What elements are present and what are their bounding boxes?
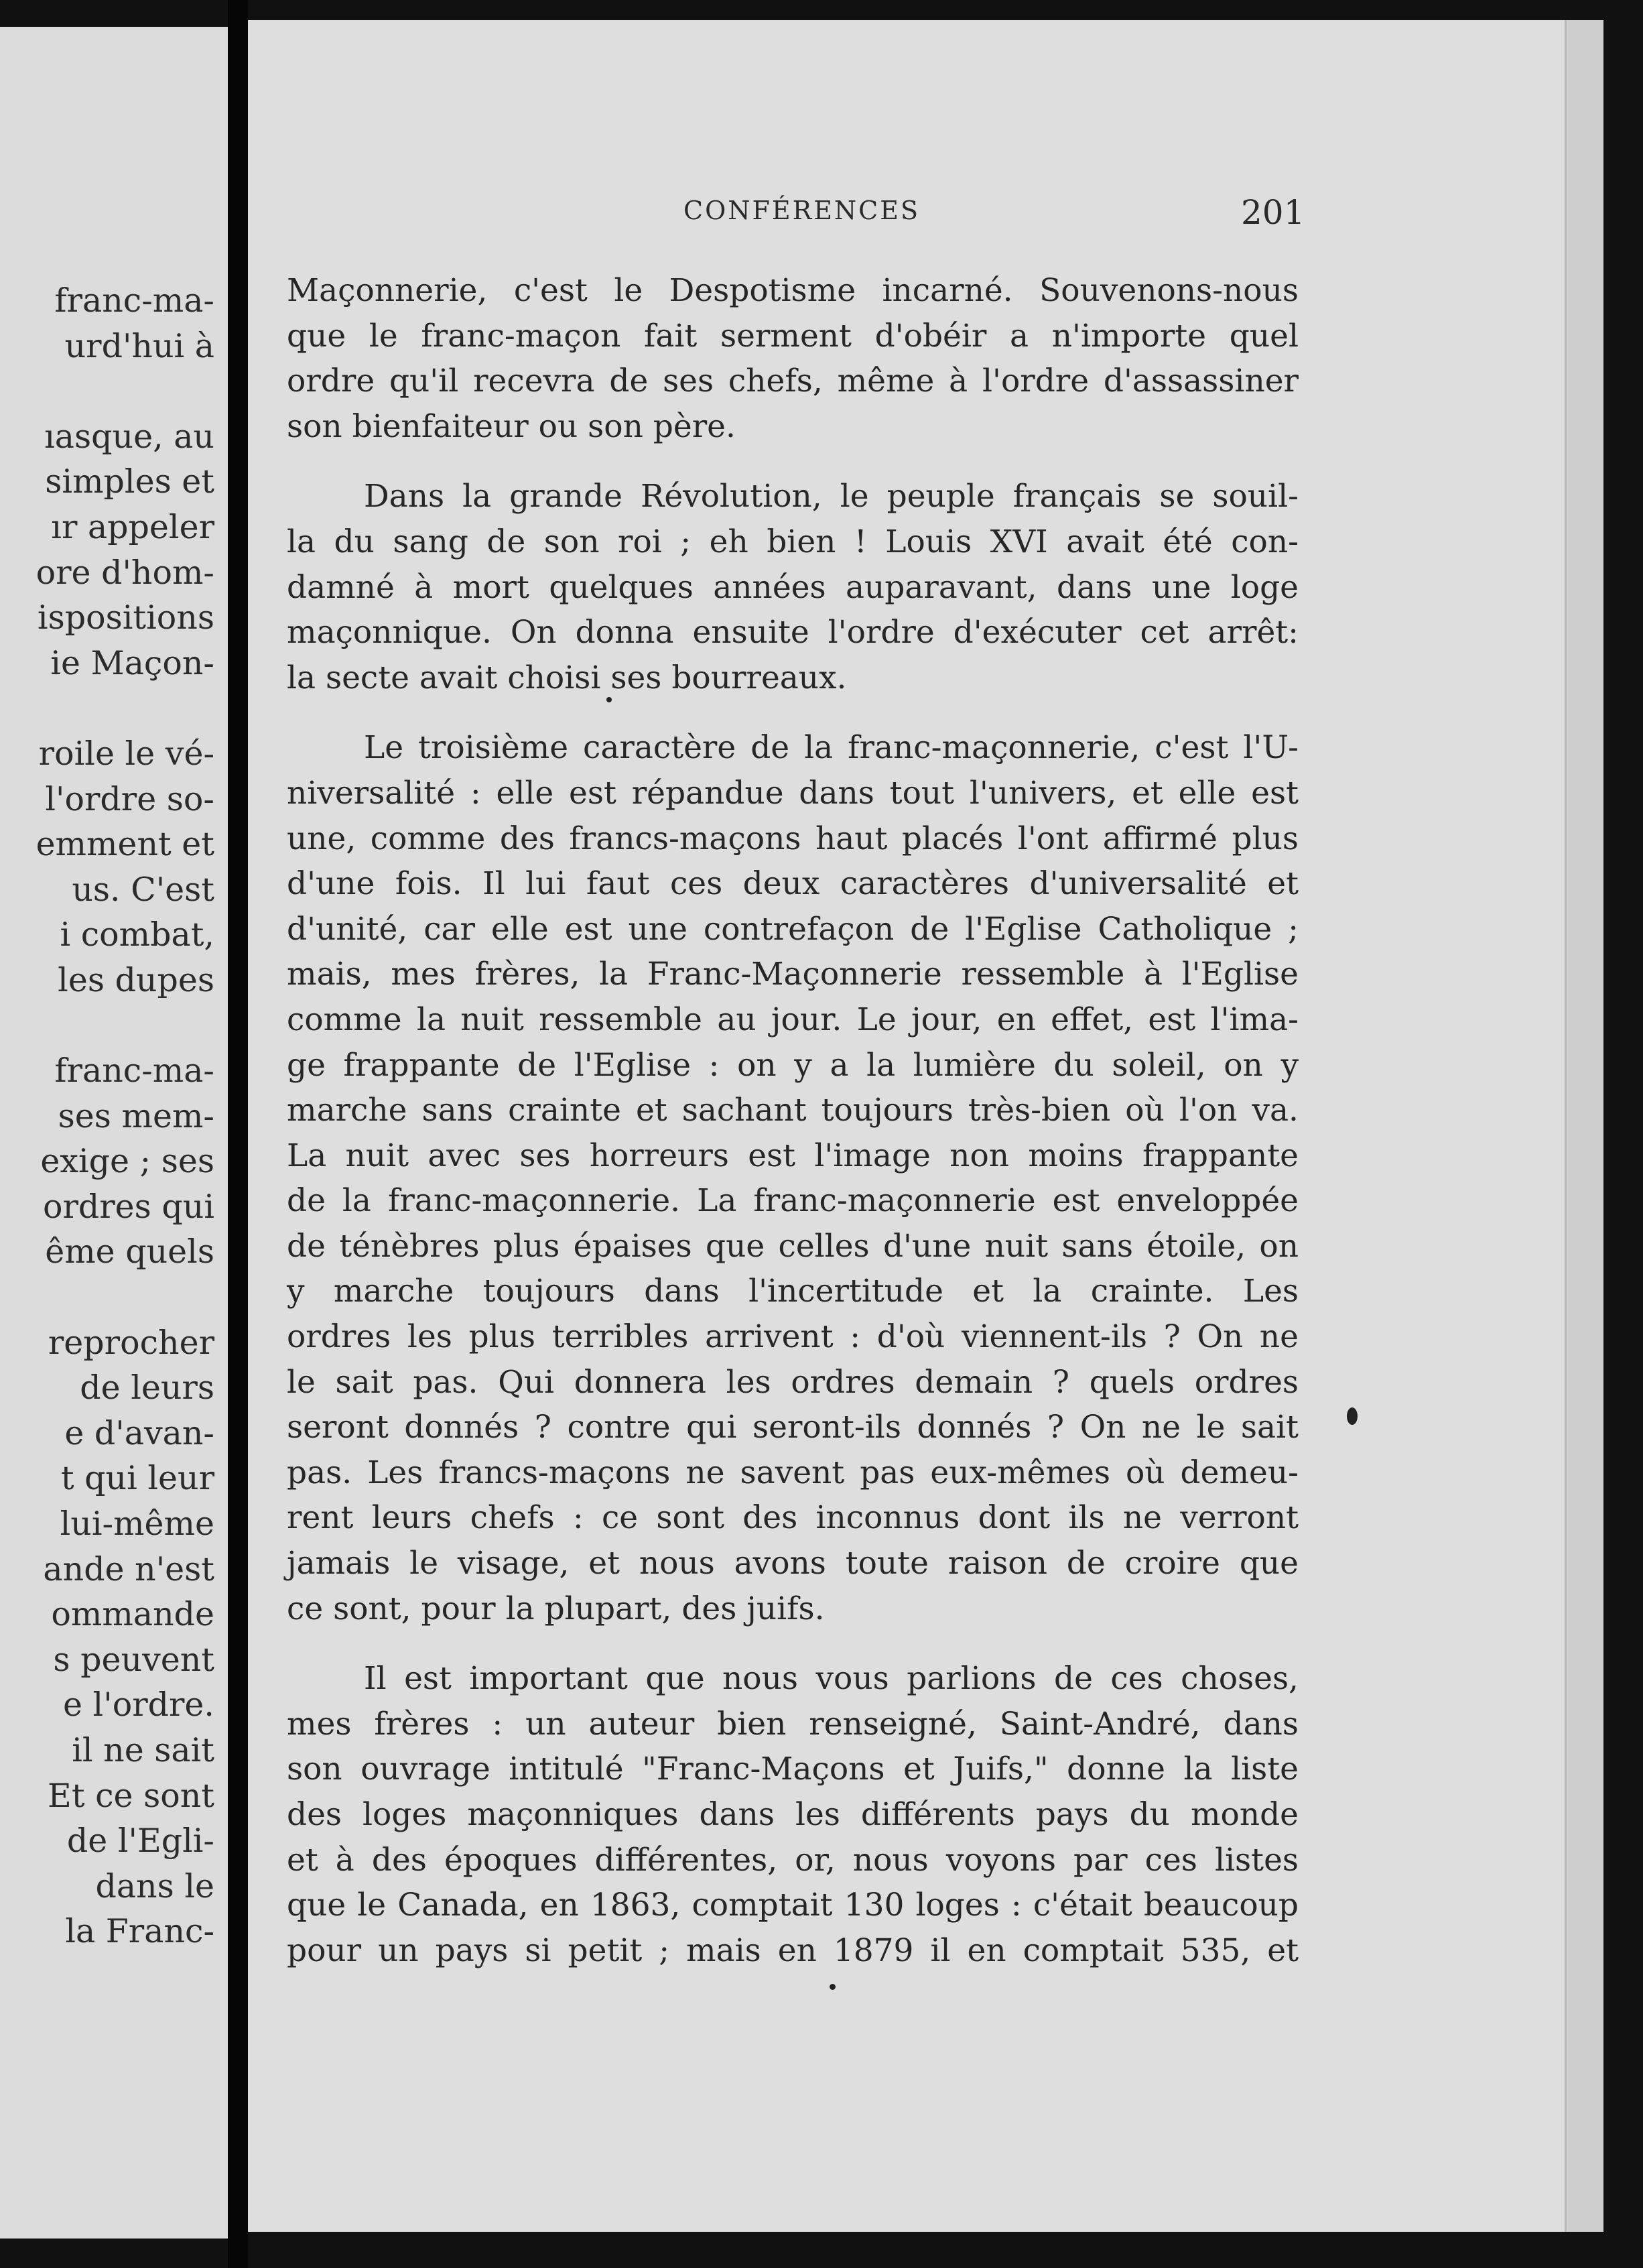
text-line: Le troisième caractère de la franc-maçonnerie, c'est l'U- <box>364 729 1299 767</box>
text-line: d'unité, car elle est une contrefaçon de l'Eglise Catholique ; <box>287 910 1299 948</box>
previous-page-line: roile le vé- <box>38 734 214 773</box>
paragraph <box>287 1656 1299 1973</box>
text-line: mes frères : un auteur bien renseigné, Saint-André, dans <box>287 1705 1299 1743</box>
previous-page-line: Et ce sont <box>48 1776 214 1815</box>
text-line: marche sans crainte et sachant toujours très-bien où l'on va. <box>287 1092 1299 1129</box>
text-line: pour un pays si petit ; mais en 1879 il en comptait 535, et <box>287 1932 1299 1969</box>
text-line: seront donnés ? contre qui seront-ils donnés ? On ne le sait <box>287 1409 1299 1446</box>
previous-page-line: ordres qui <box>42 1187 214 1226</box>
text-line: Il est important que nous vous parlions de ces choses, <box>364 1660 1299 1698</box>
text-line: rent leurs chefs : ce sont des inconnus dont ils ne verront <box>287 1499 1299 1537</box>
previous-page-line: us. C'est <box>72 870 214 909</box>
running-head: CONFÉRENCES <box>683 196 921 225</box>
previous-page-line: emment et <box>36 825 214 864</box>
text-line: y marche toujours dans l'incertitude et la crainte. Les <box>287 1273 1299 1310</box>
previous-page-line: lui-même <box>60 1505 214 1544</box>
previous-page-line: ommande <box>51 1595 214 1634</box>
text-line: ge frappante de l'Eglise : on y a la lumière du soleil, on y <box>287 1046 1299 1084</box>
previous-page-line <box>0 369 214 414</box>
text-line: mais, mes frères, la Franc-Maçonnerie ressemble à l'Eglise <box>287 956 1299 993</box>
previous-page-line: franc-ma- <box>54 281 214 320</box>
text-line: La nuit avec ses horreurs est l'image non moins frappante <box>287 1137 1299 1174</box>
previous-page-line: t qui leur <box>60 1459 214 1498</box>
previous-page-line <box>0 1275 214 1320</box>
previous-page-line: ême quels <box>45 1233 214 1271</box>
previous-page-line: franc-ma- <box>54 1052 214 1090</box>
paragraph <box>287 725 1299 1631</box>
text-line: ordre qu'il recevra de ses chefs, même à l'ordre d'assassiner <box>287 363 1299 400</box>
text-line: que le franc-maçon fait serment d'obéir a n'importe quel <box>287 317 1299 355</box>
previous-page-line <box>0 1003 214 1049</box>
text-line: que le Canada, en 1863, comptait 130 loges : c'était beaucoup <box>287 1887 1299 1924</box>
text-line: comme la nuit ressemble au jour. Le jour, en effet, est l'ima- <box>287 1001 1299 1038</box>
text-line: le sait pas. Qui donnera les ordres demain ? quels ordres <box>287 1363 1299 1401</box>
text-line: Dans la grande Révolution, le peuple français se souil- <box>364 478 1299 515</box>
page-number: 201 <box>1241 193 1305 232</box>
previous-page-line <box>0 686 214 731</box>
paragraph-gap <box>287 1631 1299 1656</box>
previous-page-line: ore d'hom- <box>36 553 214 592</box>
previous-page-line: simples et <box>45 462 214 501</box>
paragraph <box>287 474 1299 700</box>
text-line: de la franc-maçonnerie. La franc-maçonnerie est enveloppée <box>287 1182 1299 1220</box>
text-line: damné à mort quelques années auparavant, dans une loge <box>287 568 1299 606</box>
text-line: et à des époques différentes, or, nous voyons par ces listes <box>287 1841 1299 1879</box>
text-line: Maçonnerie, c'est le Despotisme incarné. Souvenons-nous <box>287 272 1299 309</box>
previous-page-fragment <box>0 27 228 2239</box>
previous-page-line: ande n'est <box>43 1550 214 1588</box>
text-line: son ouvrage intitulé "Franc-Maçons et Juifs," donne la liste <box>287 1751 1299 1788</box>
text-line: d'une fois. Il lui faut ces deux caractères d'universalité et <box>287 865 1299 903</box>
previous-page-line: i combat, <box>60 916 214 954</box>
previous-page-line: ıasque, au <box>44 417 214 456</box>
previous-page-line: ır appeler <box>51 507 214 546</box>
previous-page-line: dans le <box>95 1867 214 1905</box>
previous-page-line: il ne sait <box>72 1731 214 1769</box>
previous-page-line: ses mem- <box>58 1096 214 1135</box>
text-line: ordres les plus terribles arrivent : d'où viennent-ils ? On ne <box>287 1318 1299 1356</box>
previous-page-line: les dupes <box>58 960 214 999</box>
text-line: de ténèbres plus épaises que celles d'une nuit sans étoile, on <box>287 1227 1299 1265</box>
page-body-text <box>287 268 1299 1973</box>
previous-page-line: reprocher <box>48 1323 214 1362</box>
ink-speck <box>606 697 612 702</box>
previous-page-line: ispositions <box>37 598 214 637</box>
paragraph-gap <box>287 449 1299 474</box>
ink-speck <box>1347 1407 1358 1425</box>
previous-page-line: urd'hui à <box>64 326 214 365</box>
text-line: la du sang de son roi ; eh bien ! Louis XVI avait été con- <box>287 523 1299 560</box>
text-line: niversalité : elle est répandue dans tout l'univers, et elle est <box>287 774 1299 812</box>
text-line: jamais le visage, et nous avons toute raison de croire que <box>287 1545 1299 1582</box>
paragraph-gap <box>287 700 1299 725</box>
text-line: son bienfaiteur ou son père. <box>287 407 736 445</box>
previous-page-line: ie Maçon- <box>50 643 214 682</box>
text-line: ce sont, pour la plupart, des juifs. <box>287 1590 825 1627</box>
text-line: maçonnique. On donna ensuite l'ordre d'exécuter cet arrêt: <box>287 614 1299 651</box>
previous-page-line: e l'ordre. <box>62 1686 214 1724</box>
previous-page-line: la Franc- <box>65 1912 214 1951</box>
paragraph <box>287 268 1299 449</box>
text-line: des loges maçonniques dans les différents pays du monde <box>287 1796 1299 1833</box>
page-edge <box>1565 20 1603 2232</box>
previous-page-text <box>0 278 214 1954</box>
previous-page-line: l'ordre so- <box>45 779 214 818</box>
book-gutter <box>228 0 248 2268</box>
previous-page-line: s peuvent <box>53 1640 214 1679</box>
previous-page-line: exige ; ses <box>40 1142 214 1181</box>
text-line: la secte avait choisi ses bourreaux. <box>287 659 847 696</box>
text-line: une, comme des francs-maçons haut placés l'ont affirmé plus <box>287 820 1299 857</box>
previous-page-line: e d'avan- <box>64 1413 214 1452</box>
previous-page-line: de leurs <box>80 1369 214 1407</box>
text-line: pas. Les francs-maçons ne savent pas eux-mêmes où demeu- <box>287 1454 1299 1491</box>
previous-page-line: de l'Egli- <box>66 1822 214 1861</box>
ink-speck <box>830 1984 836 1990</box>
